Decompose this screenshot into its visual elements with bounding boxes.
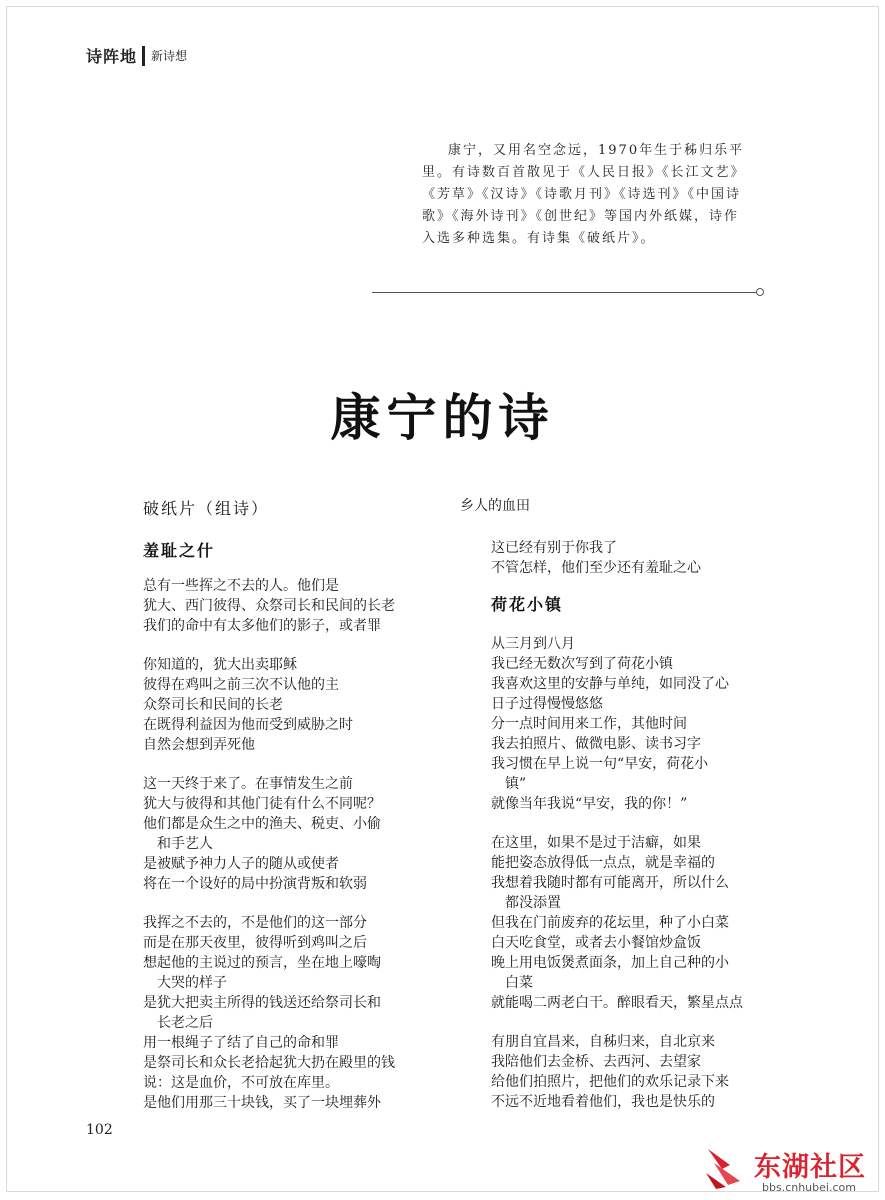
author-bio [422,140,752,250]
poem-line: 我想着我随时都有可能离开，所以什么 [491,875,729,891]
stanza [143,774,443,894]
poem-line: 日子过得慢慢悠悠 [491,696,603,712]
poem-line-continued: 乡人的血田 [460,498,530,514]
right-column-body [460,538,790,1112]
poem-line: 这已经有别于你我了 [491,540,617,556]
poem-line: 想起他的主说过的预言，坐在地上嚎啕 [143,955,381,971]
watermark-url: bbs.cnhubei.com [762,1181,856,1194]
poem-line: 是被赋予神力人子的随从或使者 [143,856,339,872]
stanza [491,833,790,1013]
poem-line: 晚上用电饭煲煮面条，加上自己种的小 [491,955,729,971]
poem-line: 能把姿态放得低一点点，就是幸福的 [491,855,715,871]
poem-line: 说：这是血价，不可放在库里。 [143,1075,339,1091]
stanza [491,1032,790,1112]
poem-line: 长老之后 [157,1015,213,1031]
poem-line: 将在一个设好的局中扮演背叛和软弱 [143,876,367,892]
poem-line: 但我在门前废弃的花坛里，种了小白菜 [491,915,729,931]
stanza [143,576,443,636]
stanza [491,634,790,814]
series-title: 破纸片（组诗） [143,499,270,518]
divider-circle-ornament [756,288,764,296]
poem-line: 是祭司长和众长老拾起犹大扔在殿里的钱 [143,1055,395,1071]
poem-line: 都没添置 [505,895,561,911]
poem-line: 这一天终于来了。在事情发生之前 [143,776,353,792]
watermark-logo-icon [704,1143,756,1193]
poem-line: 在这里，如果不是过于洁癖，如果 [491,835,701,851]
page-title: 康宁的诗 [330,388,555,447]
poem-line: 犹大、西门彼得、众祭司长和民间的长老 [143,598,395,614]
poem-line: 大哭的样子 [157,975,227,991]
poem-line: 自然会想到弄死他 [143,737,255,753]
poem-line: 分一点时间用来工作，其他时间 [491,716,687,732]
poem-line: 我喜欢这里的安静与单纯，如同没了心 [491,676,729,692]
left-column [143,496,443,1132]
poem-line: 不远不近地看着他们，我也是快乐的 [491,1094,715,1110]
watermark-name: 东湖社区 [754,1152,866,1183]
watermark [704,1143,884,1195]
poem-line: 白菜 [505,975,533,991]
poem-line: 是犹大把卖主所得的钱送还给祭司长和 [143,995,381,1011]
poem-line: 我去拍照片、做微电影、读书习字 [491,736,701,752]
poem-line: 就能喝二两老白干。醉眼看天，繁星点点 [491,995,743,1011]
stanza [143,913,443,1113]
page-number: 102 [86,1122,113,1138]
poem-line: 就像当年我说“早安，我的你！” [491,796,688,812]
bio-divider-line [372,292,756,293]
poem-line: 他们都是众生之中的渔夫、税吏、小偷 [143,816,381,832]
author-bio-text: 康宁，又用名空念远，1970年生于秭归乐平里。有诗数百首散见于《人民日报》《长江文艺》《芳草》《汉诗》《诗歌月刊》《诗选刊》《中国诗歌》《海外诗刊》《创世纪》等国内外纸媒，诗作入选多种选集。有诗集《破纸片》。 [422,143,746,246]
poem-line: 镇” [505,776,527,792]
poem-line: 我习惯在早上说一句“早安，荷花小 [491,756,709,772]
poem-line: 我挥之不去的，不是他们的这一部分 [143,915,367,931]
poem-line: 我们的命中有太多他们的影子，或者罪 [143,618,381,634]
header-divider-bar [142,46,145,66]
poem-line: 有朋自宜昌来，自秭归来，自北京来 [491,1034,715,1050]
poem-line: 和手艺人 [157,836,213,852]
poem-line: 彼得在鸡叫之前三次不认他的主 [143,677,339,693]
poem-line: 不管怎样，他们至少还有羞耻之心 [491,560,701,576]
poem-line: 而是在那天夜里，彼得听到鸡叫之后 [143,935,367,951]
poem-line: 用一根绳子了结了自己的命和罪 [143,1035,339,1051]
column-name: 诗阵地 [86,47,138,66]
poem-line: 犹大与彼得和其他门徒有什么不同呢？ [143,796,381,812]
poem-line: 我已经无数次写到了荷花小镇 [491,656,673,672]
poem-title-lotus-town: 荷花小镇 [491,595,564,614]
poem-title-shame: 羞耻之什 [143,541,216,560]
poem-line: 给他们拍照片，把他们的欢乐记录下来 [491,1074,729,1090]
poem-line: 是他们用那三十块钱，买了一块埋葬外 [143,1095,381,1111]
poem-line: 总有一些挥之不去的人。他们是 [143,578,339,594]
poem-line: 我陪他们去金桥、去西河、去望家 [491,1054,701,1070]
right-column [460,496,790,1131]
poem-line: 从三月到八月 [491,636,575,652]
stanza [491,538,790,578]
column-header [86,44,187,67]
column-subname: 新诗想 [151,49,188,63]
poem-line: 在既得利益因为他而受到威胁之时 [143,717,353,733]
poem-line: 众祭司长和民间的长老 [143,697,283,713]
poem-line: 你知道的，犹大出卖耶稣 [143,657,297,673]
poem-line: 白天吃食堂，或者去小餐馆炒盒饭 [491,935,701,951]
stanza [143,655,443,755]
